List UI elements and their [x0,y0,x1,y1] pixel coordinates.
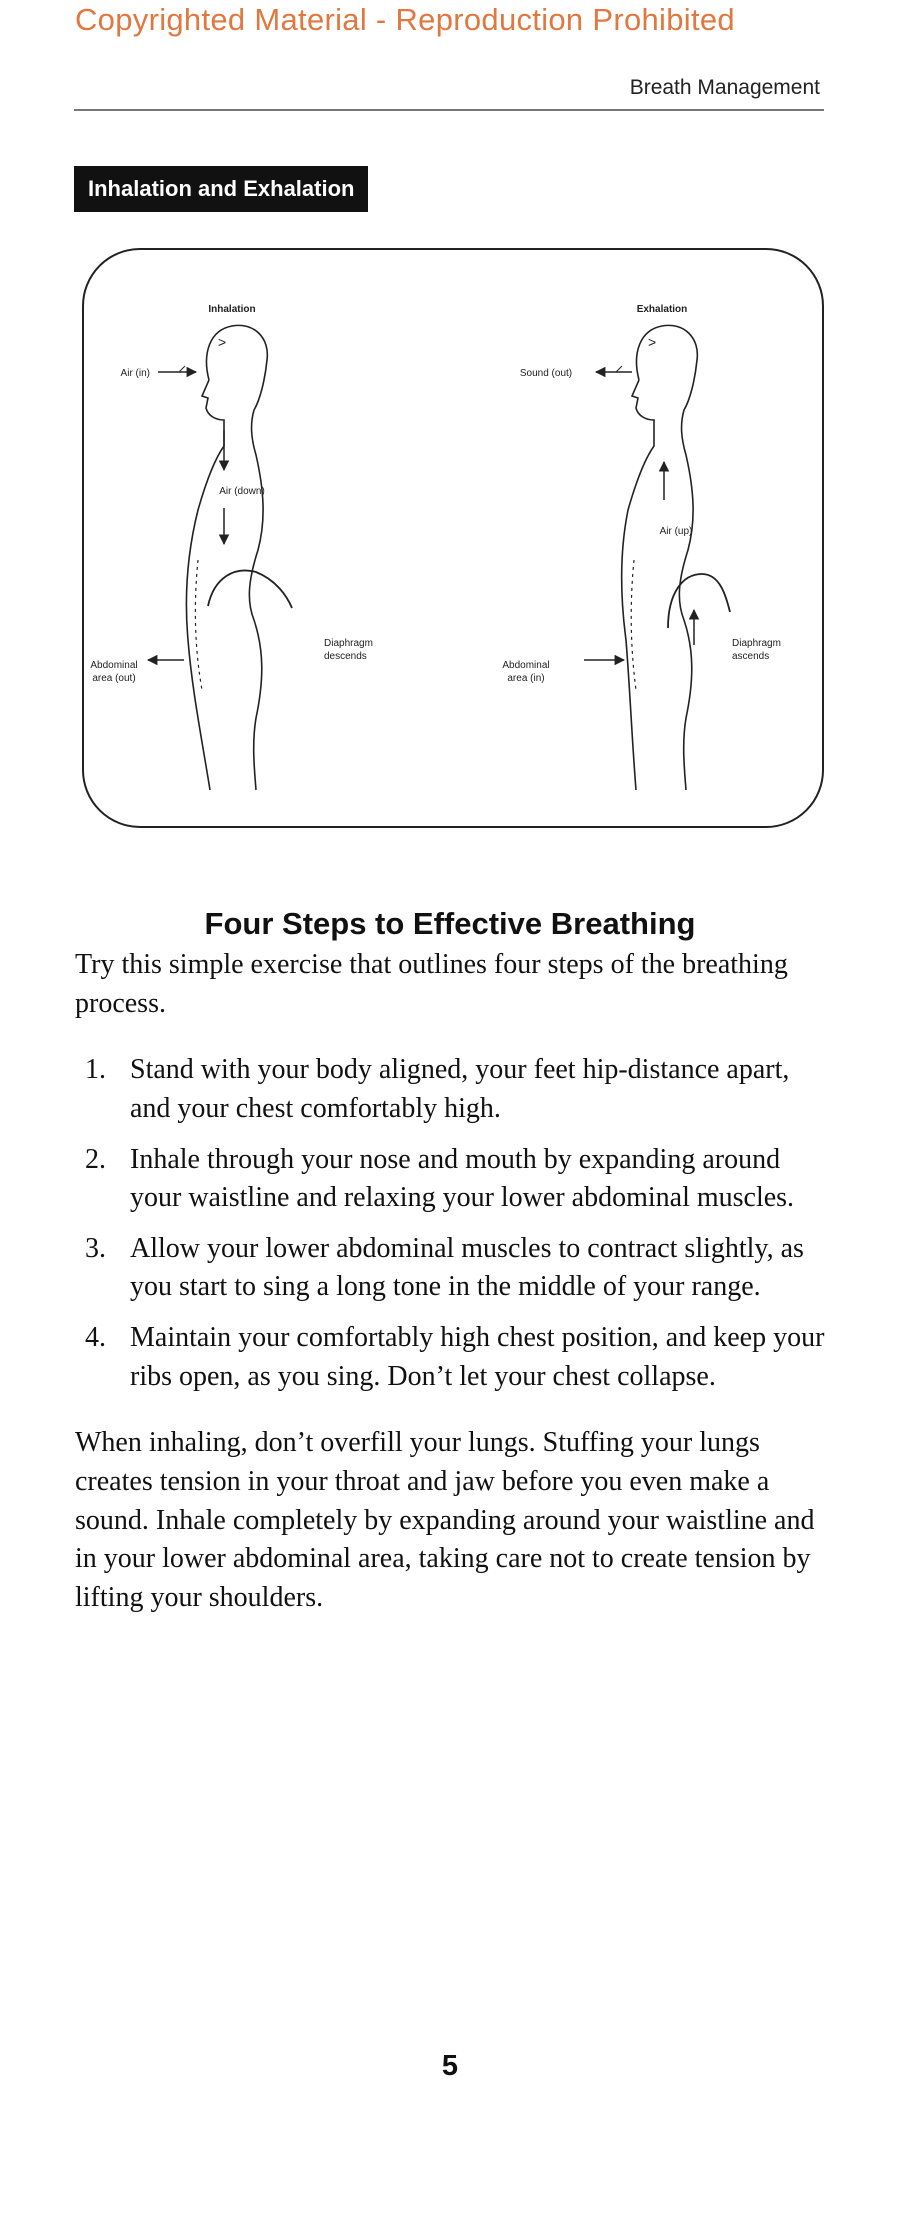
exhalation-title: Exhalation [636,304,688,315]
air-down-label: Air (down) [219,486,265,497]
inhalation-abdominal-label-line1: Abdominal [90,660,138,671]
intro-paragraph: Try this simple exercise that outlines four steps of the breathing process. [75,949,788,1019]
copyright-watermark: Copyrighted Material - Reproduction Prohibited [75,2,735,37]
sound-out-arrow-tick [616,366,622,372]
closing-paragraph: When inhaling, don’t overfill your lungs. Stuffing your lungs creates tension in your throat and jaw before you even make a sound. Inhale completely by expanding around your waistline and in your lower abdominal area, taking care not to create tension by lifting your shoulders. [75,1427,815,1613]
inhalation-body-outline [186,325,267,790]
air-up-label: Air (up) [659,526,693,537]
breathing-diagram [82,248,824,828]
exhalation-diaphragm-label-line2: ascends [732,651,770,662]
exhalation-diaphragm [668,574,730,628]
list-item [75,1051,825,1128]
header-rule [74,109,824,111]
inhalation-title: Inhalation [208,304,256,315]
exhalation-diaphragm-label-line1: Diaphragm [732,638,781,649]
inhalation-diaphragm-label-line1: Diaphragm [324,638,373,649]
running-head: Breath Management [629,76,820,99]
exhalation-body-outline [622,325,698,790]
air-in-label: Air (in) [120,368,150,379]
figure-label [74,166,368,212]
exhalation-figure [502,304,781,790]
list-item [75,1230,825,1307]
step-number: 1. [85,1054,106,1086]
steps-list [75,1051,825,1396]
step-text: Stand with your body aligned, your feet hip-distance apart, and your chest comfortably high. [130,1054,790,1124]
step-text: Inhale through your nose and mouth by expanding around your waistline and relaxing your lower abdominal muscles. [130,1143,795,1214]
figure-label-text: Inhalation and Exhalation [88,176,355,201]
sound-out-label: Sound (out) [519,368,573,379]
list-item [75,1319,825,1396]
body-text [75,946,825,1617]
air-in-arrow-tick [179,366,185,372]
exhalation-abdominal-label-line2: area (in) [507,673,545,684]
inhalation-abdominal-label-line2: area (out) [92,673,136,684]
step-number: 4. [85,1322,106,1353]
exhalation-nose-glyph: > [648,334,657,350]
page-number: 5 [441,2050,459,2082]
inhalation-nose-glyph: > [218,334,227,350]
inhalation-diaphragm-label-line2: descends [324,651,367,662]
step-text: Allow your lower abdominal muscles to contract slightly, as you start to sing a long tone in the middle of your range. [130,1232,804,1303]
step-number: 2. [85,1143,106,1175]
list-item [75,1141,825,1218]
step-number: 3. [85,1232,106,1264]
section-heading: Four Steps to Effective Breathing [204,905,696,941]
step-text: Maintain your comfortably high chest position, and keep your ribs open, as you sing. Don’t let your chest collapse. [130,1322,825,1392]
exhalation-abdominal-label-line1: Abdominal [502,660,550,671]
inhalation-figure [90,304,373,790]
